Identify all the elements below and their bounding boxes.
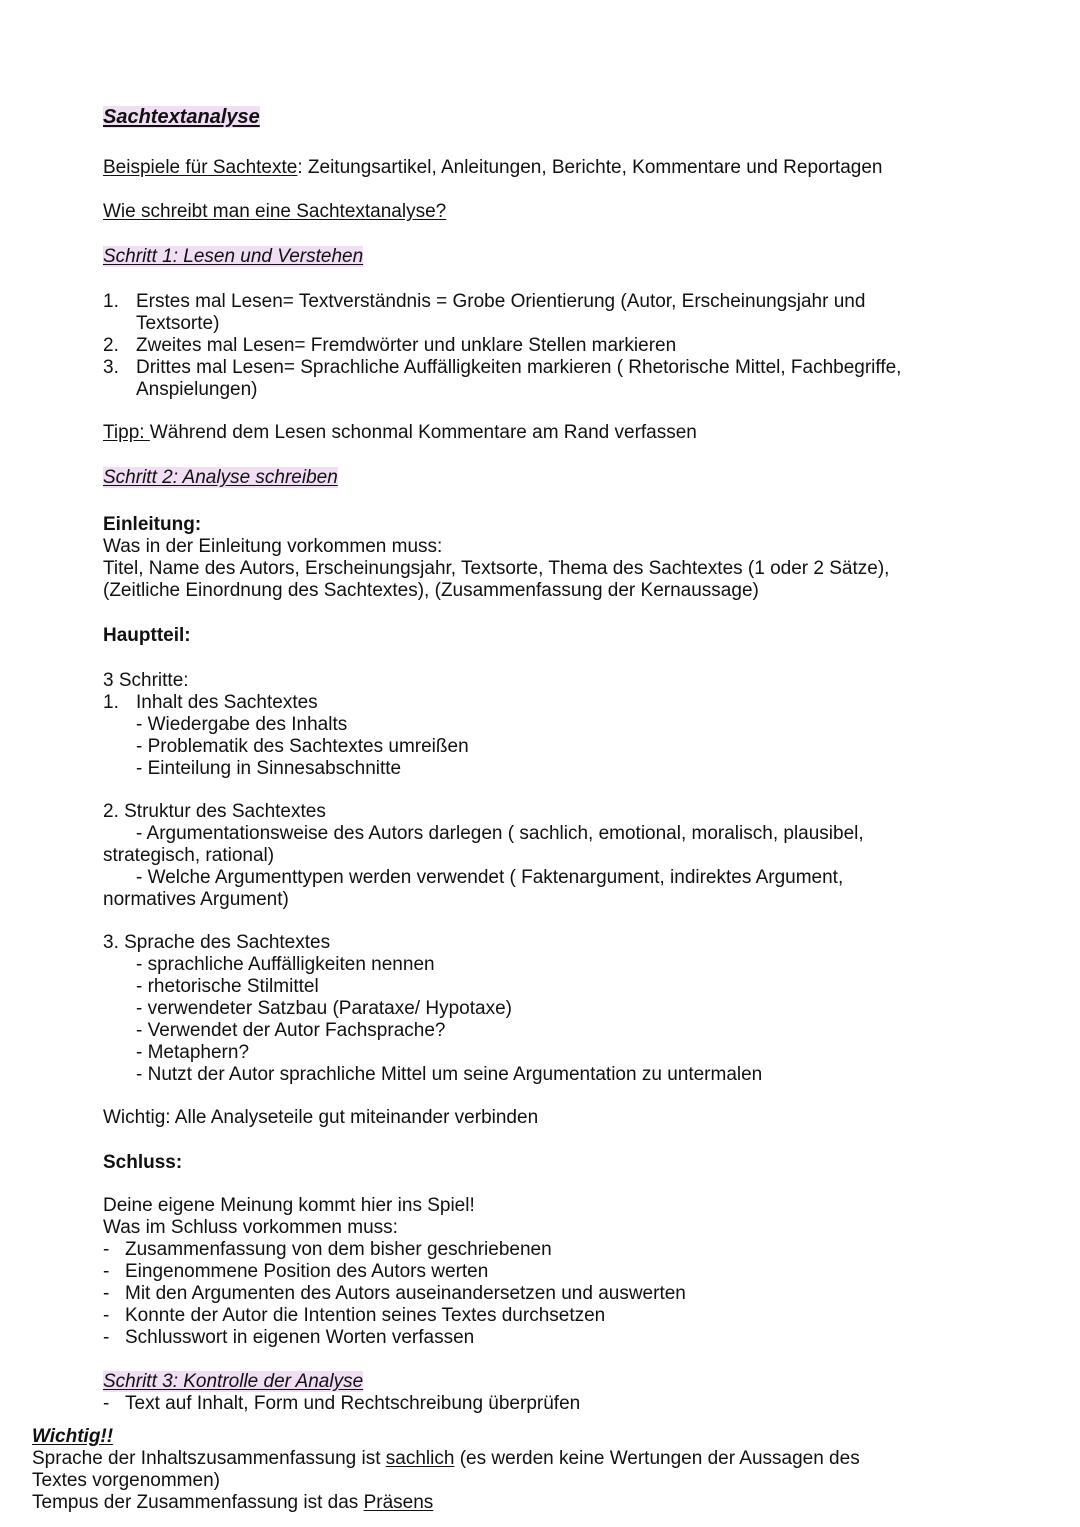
list-item: - verwendeter Satzbau (Parataxe/ Hypotaxe) [136,998,512,1019]
step3-heading: Schritt 3: Kontrolle der Analyse [103,1371,364,1392]
tip-label: Tipp: [103,422,150,443]
list-item: - rhetorische Stilmittel [136,976,319,997]
examples-label: Beispiele für Sachtexte [103,157,298,178]
schluss-intro: Deine eigene Meinung kommt hier ins Spiel! [103,1195,475,1216]
list-item: - Wiedergabe des Inhalts [136,714,348,735]
hauptteil-step2-title: 2. Struktur des Sachtextes [103,801,326,822]
examples-text: : Zeitungsartikel, Anleitungen, Berichte, Kommentare und Reportagen [297,157,883,178]
step1-item-3-cont: Anspielungen) [136,379,258,400]
einleitung-heading: Einleitung: [103,514,202,535]
list-item: - Einteilung in Sinnesabschnitte [136,758,402,779]
wichtig-line: Sprache der Inhaltszusammenfassung ist sachlich (es werden keine Wertungen der Aussagen des [32,1448,860,1469]
hauptteil-heading: Hauptteil: [103,625,191,646]
page-title: Sachtextanalyse [103,106,260,128]
wichtig-line: Tempus der Zusammenfassung ist das Präsens [32,1492,434,1513]
wichtig-line: Textes vorgenommen) [32,1470,220,1491]
hauptteil-step1-title: 1. Inhalt des Sachtextes [103,692,318,713]
list-item: - Welche Argumenttypen werden verwendet ( Faktenargument, indirektes Argument, [136,867,844,888]
question-heading: Wie schreibt man eine Sachtextanalyse? [103,201,447,222]
examples-line [103,157,882,179]
step1-item-3: 3. Drittes mal Lesen= Sprachliche Auffälligkeiten markieren ( Rhetorische Mittel, Fachbegriffe, [103,357,902,378]
list-item: - Verwendet der Autor Fachsprache? [136,1020,446,1041]
list-item: - Argumentationsweise des Autors darlegen ( sachlich, emotional, moralisch, plausibel, [136,823,864,844]
step1-item-1: 1. Erstes mal Lesen= Textverständnis = Grobe Orientierung (Autor, Erscheinungsjahr und [103,291,866,312]
einleitung-line: (Zeitliche Einordnung des Sachtextes), (Zusammenfassung der Kernaussage) [103,580,759,601]
einleitung-line: Titel, Name des Autors, Erscheinungsjahr, Textsorte, Thema des Sachtextes (1 oder 2 Sätze), [103,558,890,579]
list-item: - Mit den Argumenten des Autors auseinandersetzen und auswerten [103,1283,686,1304]
step1-heading: Schritt 1: Lesen und Verstehen [103,246,364,267]
list-item: - Text auf Inhalt, Form und Rechtschreibung überprüfen [103,1393,581,1414]
hauptteil-step3-title: 3. Sprache des Sachtextes [103,932,331,953]
list-item-cont: normatives Argument) [103,889,289,910]
list-item: - Eingenommene Position des Autors werten [103,1261,489,1282]
list-item: - Schlusswort in eigenen Worten verfassen [103,1327,475,1348]
hauptteil-intro: 3 Schritte: [103,670,189,691]
list-item: - Zusammenfassung von dem bisher geschriebenen [103,1239,552,1260]
step2-heading: Schritt 2: Analyse schreiben [103,467,338,488]
tip-line [103,422,697,444]
tip-text: Während dem Lesen schonmal Kommentare am Rand verfassen [149,422,697,443]
schluss-intro: Was im Schluss vorkommen muss: [103,1217,398,1238]
list-item: - Konnte der Autor die Intention seines Textes durchsetzen [103,1305,606,1326]
list-item: - Nutzt der Autor sprachliche Mittel um seine Argumentation zu untermalen [136,1064,763,1085]
hauptteil-note: Wichtig: Alle Analyseteile gut miteinander verbinden [103,1107,539,1128]
step1-item-2: 2. Zweites mal Lesen= Fremdwörter und unklare Stellen markieren [103,335,677,356]
list-item: - sprachliche Auffälligkeiten nennen [136,954,435,975]
einleitung-line: Was in der Einleitung vorkommen muss: [103,536,443,557]
step1-item-1-cont: Textsorte) [136,313,220,334]
list-item: - Metaphern? [136,1042,250,1063]
list-item-cont: strategisch, rational) [103,845,275,866]
list-item: - Problematik des Sachtextes umreißen [136,736,469,757]
wichtig-heading: Wichtig!! [32,1426,114,1447]
schluss-heading: Schluss: [103,1152,183,1173]
